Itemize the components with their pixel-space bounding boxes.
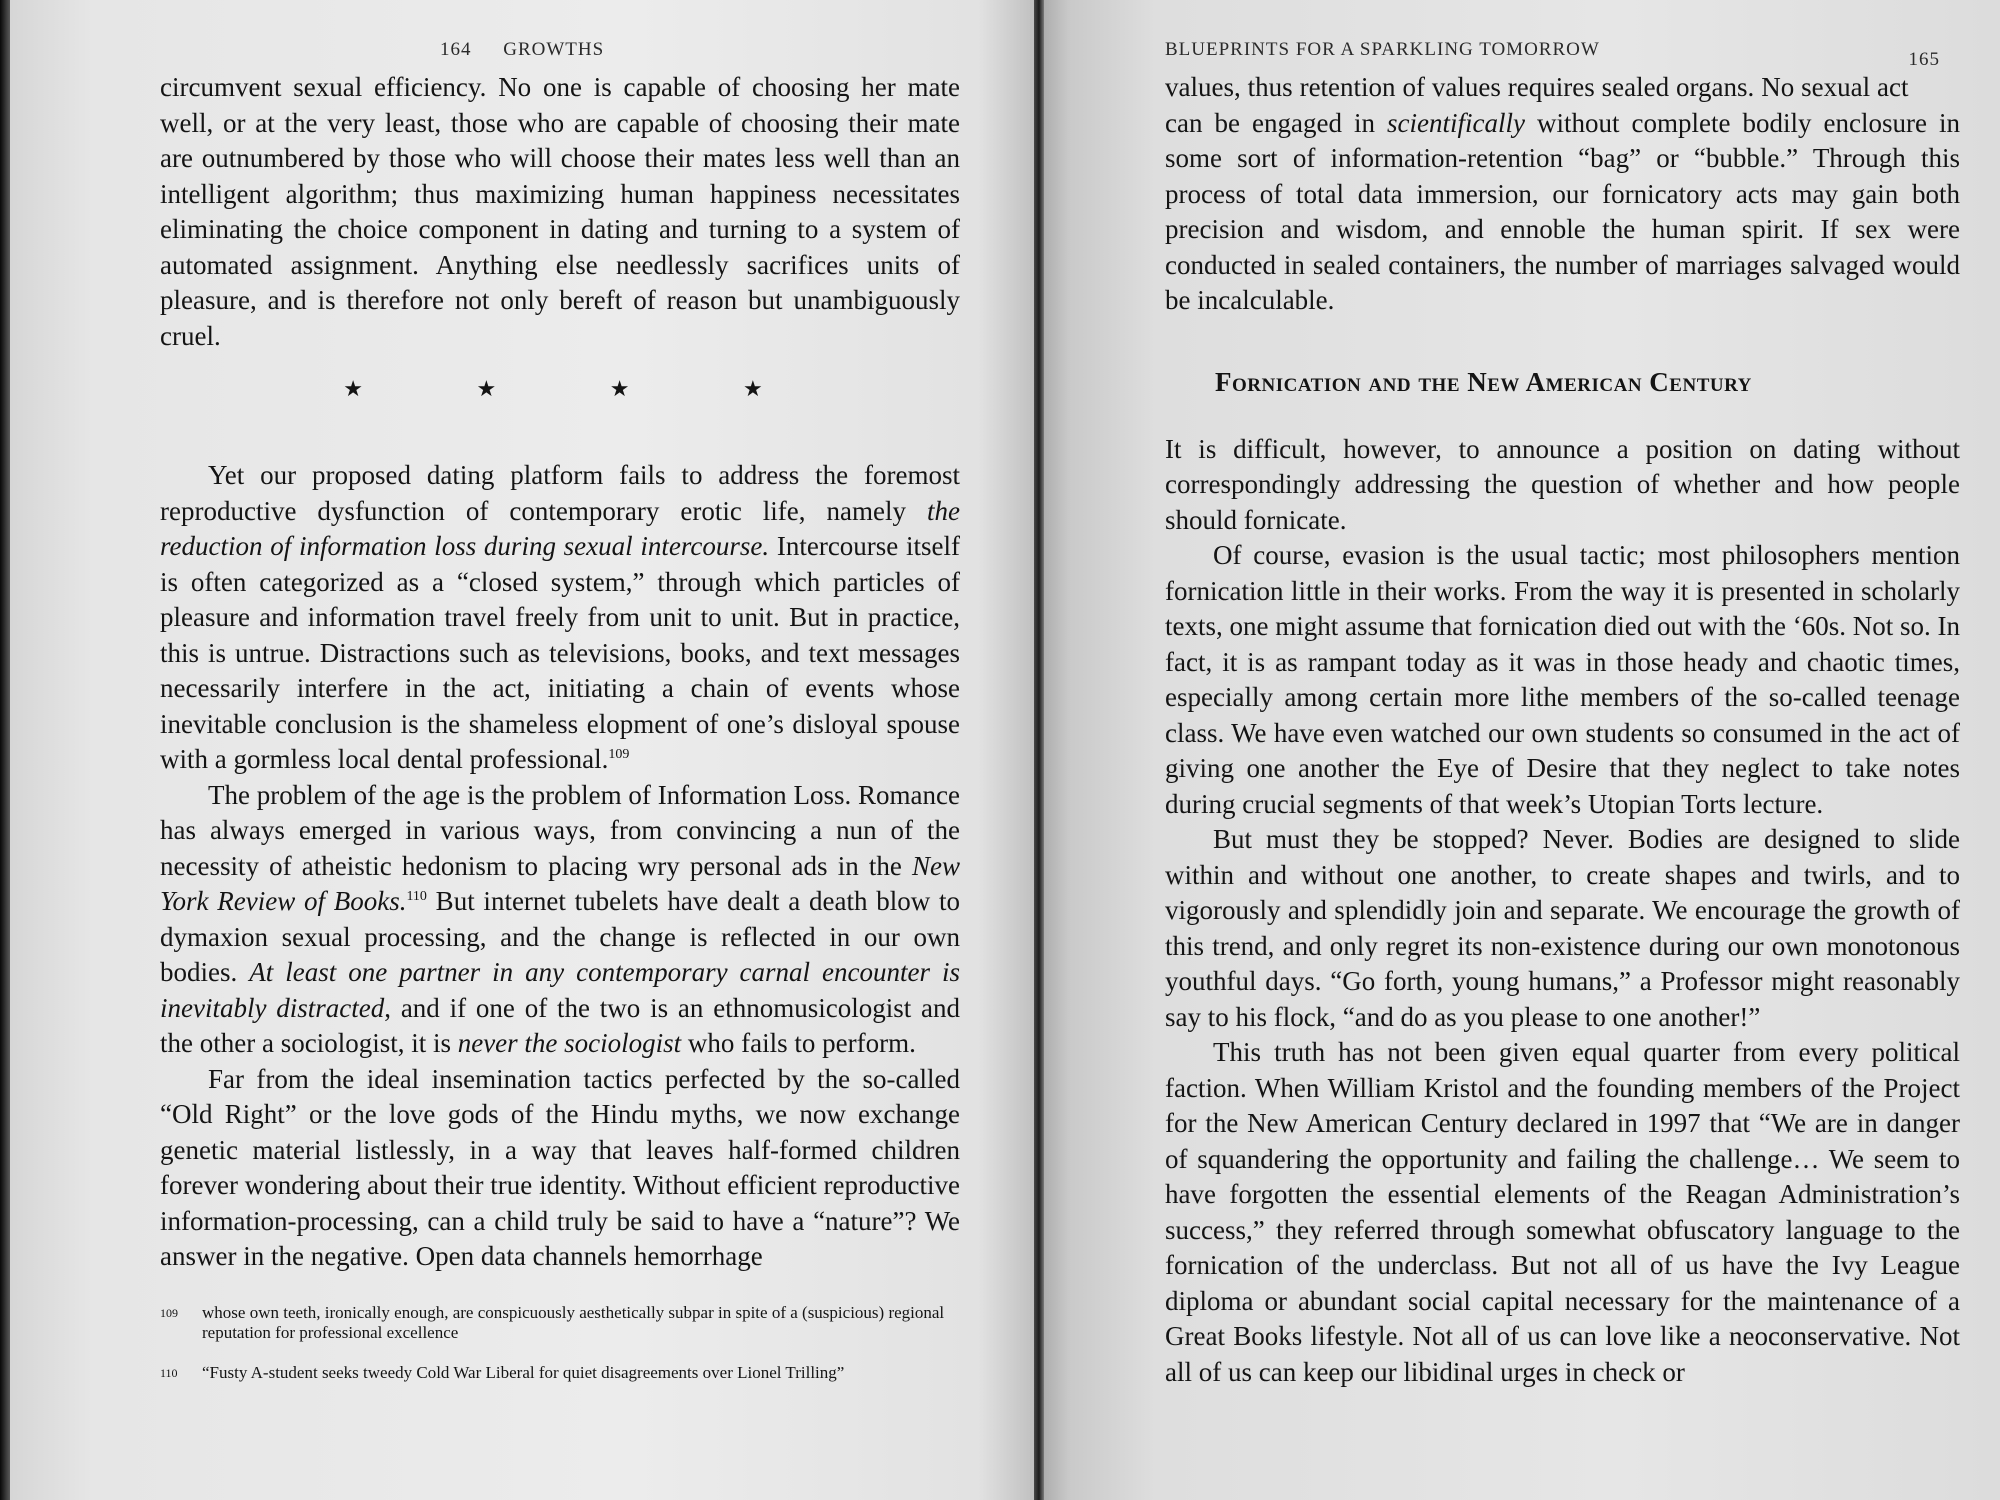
right-paragraph-1: It is difficult, however, to announce a position on dating without correspondingly addressing the question of whether and how people should fornicate. [1165,433,1960,535]
p1-text-b: Intercourse itself is often categorized as a “closed system,” through which particles of pleasure and information travel freely from unit to unit. But in practice, this is untrue. Distractions such as televisions, books, and text messages necessarily interfere in the act, initiating a chain of events whose inevitable conclusion is the shameless elopment of one’s disloyal spouse with a gormless local dental professional. [160,531,961,774]
footnote-ref-110[interactable]: 110 [406,889,427,904]
p2-emphasis-title: New York Review of Books. [160,850,960,916]
left-paragraph-3: Far from the ideal insemination tactics perfected by the so-called “Old Right” or the love gods of the Hindu myths, we now exchange genetic material listlessly, in a way that leaves half-formed children forever wondering about their true identity. Without efficient reproductive information-processing, can a child truly be said to have a “nature”? We answer in the negative. Open data channels hemorrhage [160,1063,960,1271]
right-paragraph-3: But must they be stopped? Never. Bodies are designed to slide within and without one another, to create shapes and twirls, and to vigorously and splendidly join and separate. We encourage the growth of this trend, and only regret its non-existence during our own monotonous youthful days. “Go forth, young humans,” a Professor might reasonably say to his flock, “and do as you please to one another!” [1165,824,1960,1032]
footnote-text: whose own teeth, ironically enough, are conspicuously aesthetically subpar in spite of a (suspicious) regional reputation for professional excellence [202,1302,945,1342]
left-body-text [160,70,960,1275]
footnote-number: 110 [160,1365,178,1380]
section-heading: Fornication and the New American Century [1215,366,1752,397]
footnote-text: “Fusty A-student seeks tweedy Cold War Liberal for quiet disagreements over Lionel Trilling” [202,1362,845,1382]
footnote-item [160,1363,960,1383]
p1-text-a: Yet our proposed dating platform fails to address the foremost reproductive dysfunction of contemporary erotic life, namely [160,460,960,526]
p0-text-b: without complete bodily enclosure in some sort of information-retention “bag” or “bubble.” Through this process of total data immersion, our fornicatory acts may gain both precision and wisdom, and ennoble the human spirit. If sex were conducted in sealed containers, the number of marriages salvaged would be incalculable. [1165,107,1961,315]
right-running-title: BLUEPRINTS FOR A SPARKLING TOMORROW [1165,39,1600,60]
left-running-title: GROWTHS [503,39,605,60]
left-page-number: 164 [440,39,472,60]
p2-text-b: But internet tubelets have dealt a death blow to dymaxion sexual processing, and the change is reflected in our own bodies. [160,886,960,987]
footnote-number: 109 [160,1305,178,1320]
footnote-item [160,1303,960,1343]
right-page-number: 165 [1908,49,1940,70]
right-running-head [1165,30,1960,70]
left-running-head [160,30,960,70]
book-gutter [1034,0,1044,1500]
footnote-ref-109[interactable]: 109 [608,747,630,762]
left-paragraph-continued: circumvent sexual efficiency. No one is capable of choosing her mate well, or at the very least, those who are capable of choosing their mate are outnumbered by those who will choose their mates less well than an intelligent algorithm; thus maximizing human happiness necessitates eliminating the choice component in dating and turning to a system of automated assignment. Anything else needlessly sacrifices units of pleasure, and is therefore not only bereft of reason but unambiguously cruel. [160,72,960,351]
p2-text-d: who fails to perform. [681,1028,916,1058]
footnotes [160,1303,960,1383]
right-paragraph-2: Of course, evasion is the usual tactic; most philosophers mention fornication little in their works. From the way it is presented in scholarly texts, one might assume that fornication died out with the ‘60s. Not so. In fact, it is as rampant today as it was in those heady and chaotic times, especially among certain more lithe members of the so-called teenage class. We have even watched our own students so consumed in the act of giving one another the Eye of Desire that they neglect to take notes during crucial segments of that week’s Utopian Torts lecture. [1165,540,1960,819]
p2-text-a: The problem of the age is the problem of Information Loss. Romance has always emerged in various ways, from convincing a nun of the necessity of atheistic hedonism to placing wry personal ads in the [160,779,960,881]
right-page [1040,0,2000,1500]
right-paragraph-continued [1165,70,1960,319]
p1-emphasis: the reduction of information loss during sexual intercourse. [160,495,960,561]
p2-emphasis-2: At least one partner in any contemporary carnal encounter is inevitably distracted [160,957,960,1023]
left-page [10,0,1040,1500]
left-paragraph-1 [160,458,960,778]
right-body-text [1165,70,1960,1390]
left-paragraph-2 [160,778,960,1062]
p0-emphasis: scientifically [1387,107,1525,138]
p0-text-a: values, thus retention of values requires sealed organs. No sexual act can be engaged in [1165,72,1909,138]
section-break-stars: ★ ★ ★ ★ [343,376,817,401]
right-paragraph-4: This truth has not been given equal quarter from every political faction. When William Kristol and the founding members of the Project for the New American Century declared in 1997 that “We are in danger of squandering the opportunity and failing the challenge… We seem to have forgotten the essential elements of the Reagan Administration’s success,” they referred through somewhat obfuscatory language to the fornication of the underclass. But not all of us have the Ivy League diploma or abundant social capital necessary for the maintenance of a Great Books lifestyle. Not all of us can love like a neoconservative. Not all of us can keep our libidinal urges in check or [1165,1037,1960,1387]
p2-text-c: , and if one of the two is an ethnomusicologist and the other a sociologist, it is [160,992,961,1058]
p2-emphasis-3: never the sociologist [457,1028,682,1058]
